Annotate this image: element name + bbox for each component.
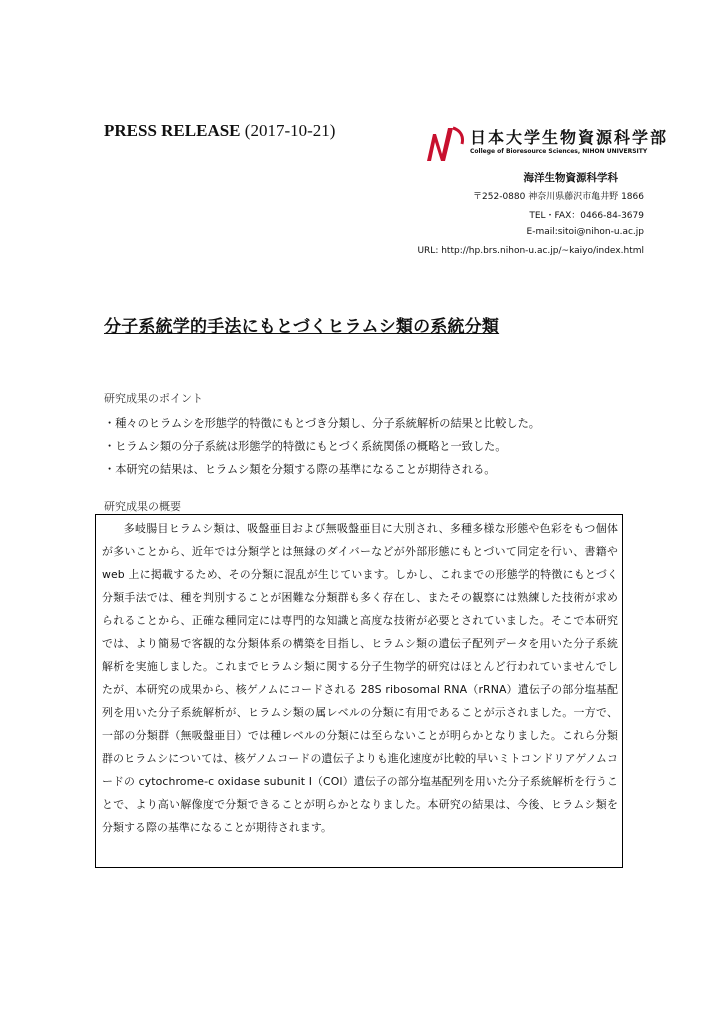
website-url: URL: http://hp.brs.nihon-u.ac.jp/~kaiyo/index.html — [417, 246, 644, 256]
point-item: ・種々のヒラムシを形態学的特徴にもとづき分類し、分子系統解析の結果と比較した。 — [104, 417, 540, 430]
press-release-date: (2017-10-21) — [244, 121, 336, 140]
points-list — [104, 412, 540, 481]
point-item: ・本研究の結果は、ヒラムシ類を分類する際の基準になることが期待される。 — [104, 463, 496, 476]
department-name: 海洋生物資源科学科 — [523, 172, 618, 184]
postal-address: 〒252-0880 神奈川県藤沢市亀井野 1866 — [473, 192, 644, 202]
university-name-en: College of Bioresource Sciences, NIHON UNIVERSITY — [470, 148, 648, 155]
summary-box — [95, 514, 623, 868]
university-logo — [424, 124, 669, 164]
email-address: E-mail:sitoi@nihon-u.ac.jp — [526, 227, 644, 237]
press-release-header — [104, 121, 335, 141]
university-name: 日本大学生物資源科学部 — [470, 128, 669, 147]
points-heading: 研究成果のポイント — [104, 392, 203, 405]
tel-fax: TEL・FAX：0466-84-3679 — [529, 211, 644, 221]
summary-text: 多岐腸目ヒラムシ類は、吸盤亜目および無吸盤亜目に大別され、多種多様な形態や色彩をもつ個体が多いことから、近年では分類学とは無縁のダイバーなどが外部形態にもとづいて同定を行い、書籍や web 上に掲載するため、その分類に混乱が生じています。しかし、これまでの形態学的特徴にもとづく分類手法では、種を判別することが困難な分類群も多く存在し、またその観察には熟練した技術が求められることから、正確な種同定には専門的な知識と高度な技術が必要とされていました。そこで本研究では、より簡易で客観的な分類体系の構築を目指し、ヒラムシ類の遺伝子配列データを用いた分子系統解析を実施しました。これまでヒラムシ類に関する分子生物学的研究はほとんど行われていませんでしたが、本研究の成果から、核ゲノムにコードされる 28S ribosomal RNA（rRNA）遺伝子の部分塩基配列を用いた分子系統解析が、ヒラムシ類の属レベルの分類に有用であることが示されました。一方で、一部の分類群（無吸盤亜目）では種レベルの分類には至らないことが明らかとなりました。これら分類群のヒラムシについては、核ゲノムコードの遺伝子よりも進化速度が比較的早いミトコンドリアゲノムコードの cytochrome-c oxidase subunit I（COI）遺伝子の部分塩基配列を用いた分子系統解析を行うことで、より高い解像度で分類できることが明らかとなりました。本研究の結果は、今後、ヒラムシ類を分類する際の基準になることが期待されます。 — [102, 522, 618, 834]
point-item: ・ヒラムシ類の分子系統は形態学的特徴にもとづく系統関係の概略と一致した。 — [104, 440, 507, 453]
summary-heading: 研究成果の概要 — [104, 500, 181, 513]
press-release-label: PRESS RELEASE — [104, 121, 241, 140]
university-logo-mark-icon — [424, 124, 466, 164]
page-title: 分子系統学的手法にもとづくヒラムシ類の系統分類 — [104, 317, 500, 337]
